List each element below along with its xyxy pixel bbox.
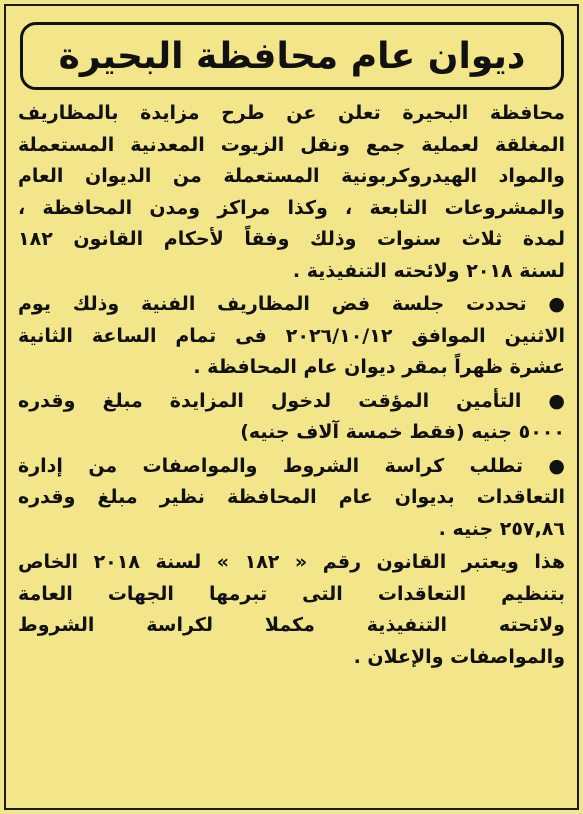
body-line: الاثنين الموافق ٢٠٢٦/١٠/١٢ فى تمام الساعة الثانية	[18, 324, 565, 347]
body-line: ٥٠٠٠ جنيه (فقط خمسة آلاف جنيه)	[240, 421, 565, 443]
body-line: ولائحته التنفيذية مكملا لكراسة الشروط	[18, 614, 565, 636]
body-line: لسنة ٢٠١٨ ولائحته التنفيذية .	[292, 259, 565, 282]
bullet-line: ● تطلب كراسة الشروط والمواصفات من إدارة	[18, 454, 565, 477]
body-line: المغلقة لعملية جمع ونقل الزيوت المعدنية المستعملة	[18, 133, 565, 156]
title-box	[20, 22, 564, 90]
body-line: ٢٥٧,٨٦ جنيه .	[438, 517, 565, 540]
body-line: بتنظيم التعاقدات التى تبرمها الجهات العامة	[18, 582, 565, 605]
body-line: محافظة البحيرة تعلن عن طرح مزايدة بالمظاريف	[18, 102, 565, 124]
body-line: هذا ويعتبر القانون رقم « ١٨٢ » لسنة ٢٠١٨ الخاص	[18, 551, 565, 573]
bullet-line: ● تحددت جلسة فض المظاريف الفنية وذلك يوم	[18, 293, 565, 315]
bullet-line: ● التأمين المؤقت لدخول المزايدة مبلغ وقدره	[18, 389, 565, 412]
notice-title: ديوان عام محافظة البحيرة	[58, 35, 526, 77]
body-line: عشرة ظهراً بمقر ديوان عام المحافظة .	[193, 356, 565, 378]
body-line: والمشروعات التابعة ، وكذا مراكز ومدن المحافظة ،	[18, 196, 565, 219]
notice-body	[18, 98, 565, 798]
body-line: لمدة ثلاث سنوات وذلك وفقاً لأحكام القانون ١٨٢	[18, 228, 565, 250]
body-line: والمواد الهيدروكربونية المستعملة من الديوان العام	[18, 165, 565, 187]
body-line: والمواصفات والإعلان .	[353, 645, 565, 668]
body-line: التعاقدات بديوان عام المحافظة نظير مبلغ وقدره	[18, 486, 565, 508]
